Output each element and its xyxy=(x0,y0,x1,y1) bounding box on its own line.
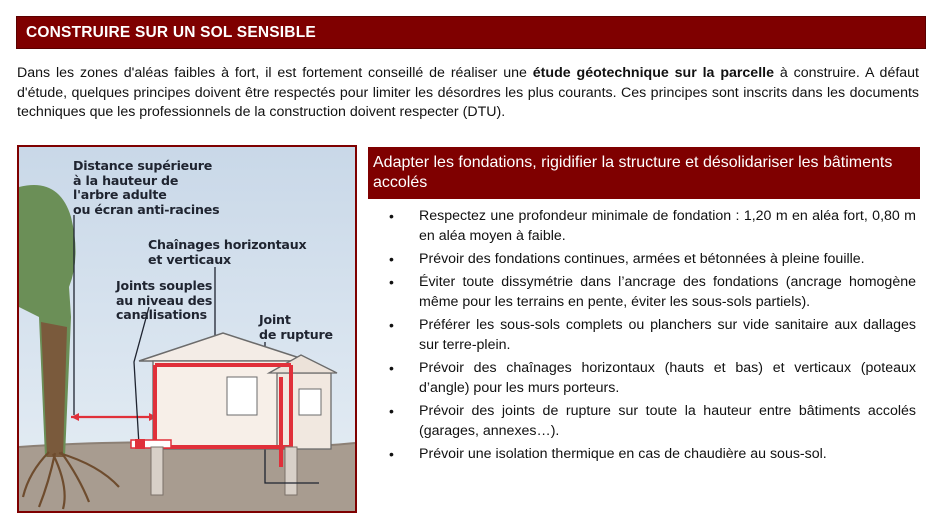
bullet-icon: • xyxy=(389,251,394,267)
intro-text-end: à construire. A défaut d'étude, quelques principes doivent être respectés pour limiter les désordres les plus courants. Ces principes sont inscrits dans les documents techniques que les professionnels de la construction doivent respecter (DTU). xyxy=(17,65,919,120)
list-item: • Prévoir des joints de rupture sur toute la hauteur entre bâtiments accolés (garages, annexes…). xyxy=(389,403,916,439)
bullet-icon: • xyxy=(389,360,394,376)
intro-paragraph xyxy=(17,64,919,123)
panel-title: Adapter les fondations, rigidifier la structure et désolidariser les bâtiments accolés xyxy=(373,154,893,191)
label-distance: Distance supérieure à la hauteur de l'arbre adulte ou écran anti-racines xyxy=(73,158,220,217)
intro-text-start: Dans les zones d'aléas faibles à fort, il est fortement conseillé de réaliser une xyxy=(17,65,533,81)
intro-text-bold: étude géotechnique sur la parcelle xyxy=(532,65,774,81)
panel-header xyxy=(368,147,920,199)
foundation-left xyxy=(151,447,163,495)
foundation-illustration xyxy=(17,145,357,513)
section-title: CONSTRUIRE SUR UN SOL SENSIBLE xyxy=(26,23,316,41)
list-item: • Prévoir des fondations continues, armées et bétonnées à pleine fouille. xyxy=(389,251,865,267)
label-chainages: Chaînages horizontaux et verticaux xyxy=(148,237,307,267)
bullet-icon: • xyxy=(389,274,394,290)
bullet-icon: • xyxy=(389,446,394,462)
list-item: • Prévoir des chaînages horizontaux (hauts et bas) et verticaux (poteaux d’angle) pour les murs porteurs. xyxy=(389,360,916,396)
bullet-icon: • xyxy=(389,317,394,333)
list-item: • Prévoir une isolation thermique en cas de chaudière au sous-sol. xyxy=(389,446,827,462)
list-item: • Éviter toute dissymétrie dans l’ancrage des fondations (ancrage homogène même pour les terrains en pente, éviter les sous-sols partiels). xyxy=(389,274,916,310)
list-item: • Préférer les sous-sols complets ou planchers sur vide sanitaire aux dallages sur terre-plein. xyxy=(389,317,916,353)
label-joints-souples: Joints souples au niveau des canalisations xyxy=(116,278,213,323)
foundation-right xyxy=(285,447,297,495)
ground xyxy=(19,442,355,511)
list-item: • Respectez une profondeur minimale de fondation : 1,20 m en aléa fort, 0,80 m en aléa moyen à faible. xyxy=(389,208,916,244)
bullet-icon: • xyxy=(389,208,394,224)
house-window xyxy=(227,377,257,415)
recommendations-list xyxy=(385,206,916,467)
house-walls xyxy=(153,361,295,449)
bullet-icon: • xyxy=(389,403,394,419)
label-joint-rupture: Joint de rupture xyxy=(259,312,333,342)
section-banner xyxy=(16,16,926,49)
annex-window xyxy=(299,389,321,415)
